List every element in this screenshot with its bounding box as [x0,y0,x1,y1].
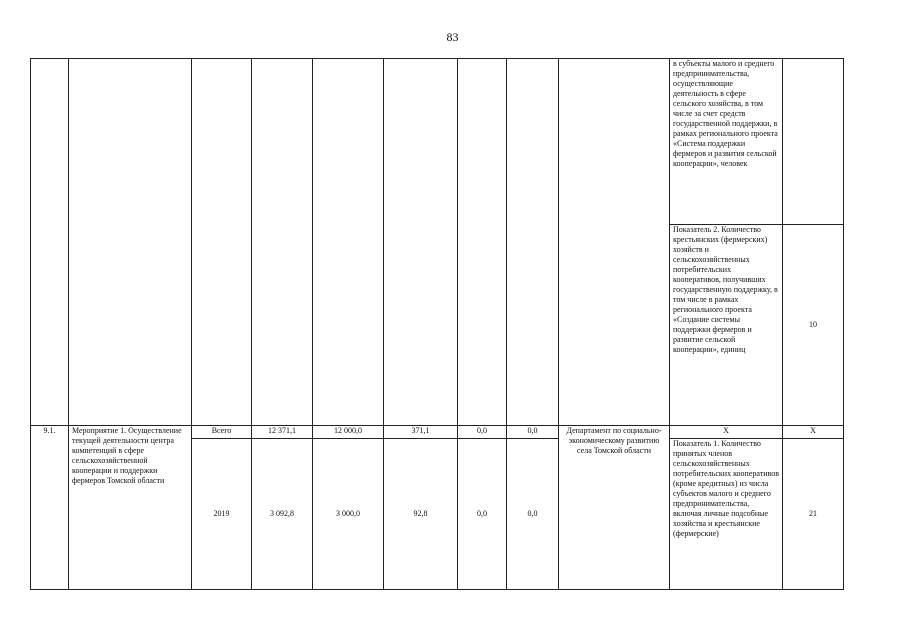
executor-cell: Департамент по социально-экономическому развитию села Томской области [559,426,670,590]
empty-cell [384,59,458,426]
indicator-2-text: Показатель 2. Количество крестьянских (фермерских) хозяйств и сельскохозяйственных потребительских кооперативов, получивших государственную поддержку, в том числе в рамках регионального проекта «Создание системы поддержки фермеров и развитие сельской кооперации», единиц [670,225,783,426]
indicator-1-value: 21 [783,439,844,590]
indicator-1-text: Показатель 1. Количество принятых членов сельскохозяйственных потребительских кооперативов (кроме кредитных) из числа субъектов малого и среднего предпринимательства, включая личные подсобные хозяйства и крестьянские (фермерские) [670,439,783,590]
regional-cell: 371,1 [384,426,458,439]
total-cell: 12 371,1 [252,426,313,439]
indicator-value-empty [783,59,844,225]
empty-cell [313,59,384,426]
indicator-text-continuation: в субъекты малого и среднего предпринимательства, осуществляющие деятельность в сфере сельского хозяйства, в том числе за счет средств государственной поддержки, в рамках регионального проекта «Система поддержки фермеров и развития сельской кооперации», человек [670,59,783,225]
empty-cell [559,59,670,426]
indicator-2-value: 10 [783,225,844,426]
local-cell: 0,0 [458,439,507,590]
total-cell: 3 092,8 [252,439,313,590]
empty-cell [69,59,192,426]
extra-cell: 0,0 [507,426,559,439]
local-cell: 0,0 [458,426,507,439]
table-row [31,59,844,225]
empty-cell [31,59,69,426]
table-row [31,426,844,439]
measure-name: Мероприятие 1. Осуществление текущей деятельности центра компетенций в сфере сельскохозяйственной кооперации и поддержки фермеров Томской области [69,426,192,590]
page-number: 83 [446,30,459,44]
x-mark-right: Х [783,426,844,439]
x-mark-left: Х [670,426,783,439]
empty-cell [507,59,559,426]
empty-cell [458,59,507,426]
empty-cell [252,59,313,426]
regional-cell: 92,8 [384,439,458,590]
period-cell: Всего [192,426,252,439]
empty-cell [192,59,252,426]
program-table [30,58,844,590]
extra-cell: 0,0 [507,439,559,590]
measure-number: 9.1. [31,426,69,590]
period-cell: 2019 [192,439,252,590]
federal-cell: 3 000,0 [313,439,384,590]
federal-cell: 12 000,0 [313,426,384,439]
